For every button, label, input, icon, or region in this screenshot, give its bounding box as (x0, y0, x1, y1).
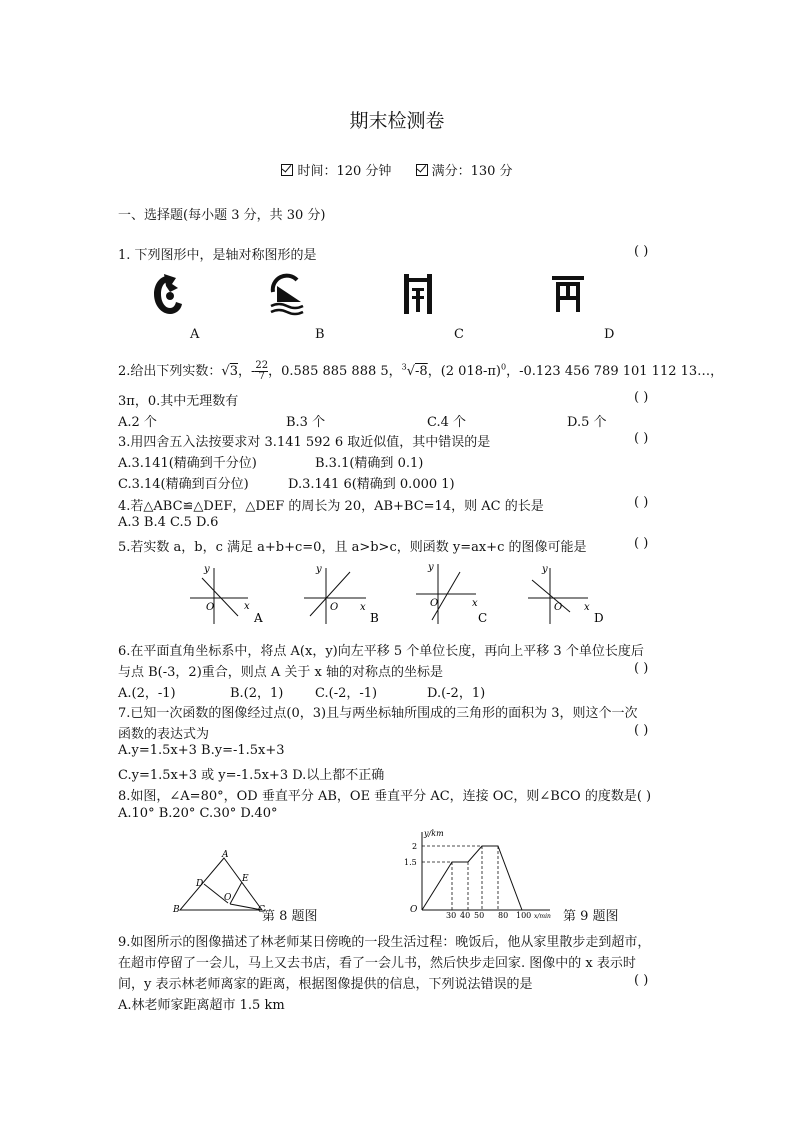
x-axis-label: x/min (534, 913, 551, 920)
q6-option-b: B.(2，1) (230, 686, 284, 701)
symbol-d-icon (550, 274, 586, 314)
q3-option-a: A.3.141(精确到千分位) (118, 456, 257, 471)
page-title: 期末检测卷 (349, 110, 445, 132)
exponent-zero: 0 (501, 362, 507, 372)
point-c-label: C (258, 905, 265, 915)
cbrt-value: -8 (415, 364, 428, 379)
q2-option-a: A.2 个 (118, 415, 157, 430)
q2-text-d: ，-0.123 456 789 101 112 13…， (506, 364, 724, 379)
origin-label: O (430, 598, 439, 609)
q1-label-b: B (315, 327, 325, 342)
origin-label: O (410, 905, 418, 915)
exam-meta (0, 160, 794, 179)
axis-y-label: y (428, 562, 434, 573)
graph-label-a: A (254, 611, 263, 625)
time-info (281, 160, 391, 179)
question-9-line-1: 9.如图所示的图像描述了林老师某日傍晚的一段生活过程：晚饭后，他从家里散步走到超市， (118, 935, 651, 950)
point-d-label: D (196, 879, 204, 889)
q2-text-a: 2.给出下列实数： (118, 364, 222, 379)
cbrt-index: 3 (401, 362, 407, 372)
q6-option-d: D.(-2，1) (427, 686, 486, 701)
q3-option-c: C.3.14(精确到百分位) (118, 477, 249, 492)
q8-figure-caption: 第 8 题图 (262, 909, 318, 924)
question-2-line-1: 2.给出下列实数：√3，- $\frac{22}{7}$ ，0.585 885 888 5，$^3$√-8，(2 018-π)$^0$，-0.123 456 789 101 112 13…， (118, 360, 724, 382)
q1-label-d: D (604, 327, 615, 342)
origin-label: O (330, 602, 339, 613)
answer-blank-7: ( ) (634, 723, 649, 738)
question-7-line-1: 7.已知一次函数的图像经过点(0，3)且与两坐标轴所围成的三角形的面积为 3，则这个一次 (118, 706, 638, 721)
section-heading: 一、选择题(每小题 3 分，共 30 分) (118, 208, 326, 223)
q2-option-c: C.4 个 (427, 415, 467, 430)
sqrt3: √3 (221, 364, 238, 379)
axis-x-label: x (584, 602, 590, 613)
sqrt3-value: 3 (229, 364, 238, 379)
question-2-line-2: 3π，0.其中无理数有 (118, 394, 239, 409)
answer-blank-3: ( ) (634, 431, 649, 446)
q4-options: A.3 B.4 C.5 D.6 (118, 515, 219, 530)
checkbox-icon (281, 164, 293, 176)
q6-option-c: C.(-2，-1) (315, 686, 378, 701)
graph-label-d: D (594, 611, 604, 625)
answer-blank-5: ( ) (634, 536, 649, 551)
q1-label-a: A (190, 327, 200, 342)
question-4-text: 4.若△ABC≌△DEF，△DEF 的周长为 20，AB+BC=14，则 AC 的长是 (118, 499, 544, 514)
q9-distance-time-graph (400, 826, 566, 922)
question-3-text: 3.用四舍五入法按要求对 3.141 592 6 取近似值，其中错误的是 (118, 435, 491, 450)
symbol-b-icon (267, 272, 307, 316)
question-5-text: 5.若实数 a，b，c 满足 a+b+c=0，且 a>b>c，则函数 y=ax+c 的图像可能是 (118, 540, 587, 555)
q5-graph-b (302, 562, 382, 626)
x-tick-50: 50 (474, 911, 485, 920)
q2-text-b: ，0.585 885 888 5， (268, 364, 402, 379)
point-e-label: E (242, 874, 249, 884)
point-a-label: A (222, 850, 229, 860)
point-b-label: B (173, 905, 180, 915)
y-tick-2: 2 (412, 842, 418, 851)
q3-option-d: D.3.141 6(精确到 0.000 1) (288, 477, 455, 492)
y-axis-label: y/km (424, 829, 444, 838)
question-6-line-2: 与点 B(-3，2)重合，则点 A 关于 x 轴的对称点的坐标是 (118, 665, 444, 680)
answer-blank-4: ( ) (634, 495, 649, 510)
question-9-line-2: 在超市停留了一会儿，马上又去书店，看了一会儿书，然后快步走回家. 图像中的 x 表示时 (118, 956, 636, 971)
fraction (255, 361, 268, 382)
graph-label-c: C (478, 611, 488, 625)
y-tick-1-5: 1.5 (404, 858, 417, 867)
graph-label-b: B (370, 611, 379, 625)
question-9-line-3: 间，y 表示林老师离家的距离，根据图像提供的信息，下列说法错误的是 (118, 977, 533, 992)
answer-blank-6: ( ) (634, 661, 649, 676)
question-6-line-1: 6.在平面直角坐标系中，将点 A(x，y)向左平移 5 个单位长度，再向上平移 3 个单位长度后 (118, 644, 644, 659)
answer-blank-2: ( ) (634, 390, 649, 405)
question-7-line-2: 函数的表达式为 (118, 727, 210, 742)
q7-options-2: C.y=1.5x+3 或 y=-1.5x+3 D.以上都不正确 (118, 768, 385, 783)
fraction-den: 7 (258, 371, 265, 382)
x-tick-100: 100 (516, 911, 532, 920)
q2-option-b: B.3 个 (286, 415, 326, 430)
cbrt: $^3$√-8 (401, 362, 428, 379)
axis-x-label: x (244, 601, 250, 612)
axis-x-label: x (360, 602, 366, 613)
q8-options: A.10° B.20° C.30° D.40° (118, 806, 278, 821)
checkbox-icon (416, 164, 428, 176)
origin-label: O (206, 602, 215, 613)
q7-options-1: A.y=1.5x+3 B.y=-1.5x+3 (118, 743, 285, 758)
score-text: 满分：130 分 (431, 164, 513, 179)
axis-y-label: y (316, 564, 322, 575)
x-tick-40: 40 (460, 911, 471, 920)
axis-y-label: y (204, 564, 210, 575)
symbol-a-icon (150, 272, 186, 318)
answer-blank-1: ( ) (634, 244, 649, 259)
axis-y-label: y (542, 564, 548, 575)
origin-label: O (554, 602, 563, 613)
axis-x-label: x (472, 598, 478, 609)
q1-label-c: C (454, 327, 464, 342)
answer-blank-9: ( ) (634, 973, 649, 988)
score-info (416, 160, 513, 179)
q2-text-c: ，(2 018-π) (427, 364, 501, 379)
q5-graph-d (526, 562, 608, 626)
point-o-label: O (224, 893, 232, 903)
q6-option-a: A.(2，-1) (118, 686, 176, 701)
x-tick-80: 80 (498, 911, 509, 920)
symbol-c-icon (400, 272, 436, 316)
question-1-text: 1. 下列图形中，是轴对称图形的是 (118, 248, 317, 263)
q9-figure-caption: 第 9 题图 (563, 909, 619, 924)
time-text: 时间：120 分钟 (297, 164, 392, 179)
q2-option-d: D.5 个 (567, 415, 607, 430)
x-tick-30: 30 (446, 911, 457, 920)
q5-graph-a (188, 562, 268, 626)
fraction-num: 22 (255, 360, 269, 371)
q5-graph-c (414, 558, 494, 628)
question-8-text: 8.如图，∠A=80°，OD 垂直平分 AB，OE 垂直平分 AC，连接 OC，则∠BCO 的度数是( ) (118, 789, 652, 804)
q3-option-b: B.3.1(精确到 0.1) (315, 456, 424, 471)
q9-option-a: A.林老师家距离超市 1.5 km (118, 998, 285, 1013)
